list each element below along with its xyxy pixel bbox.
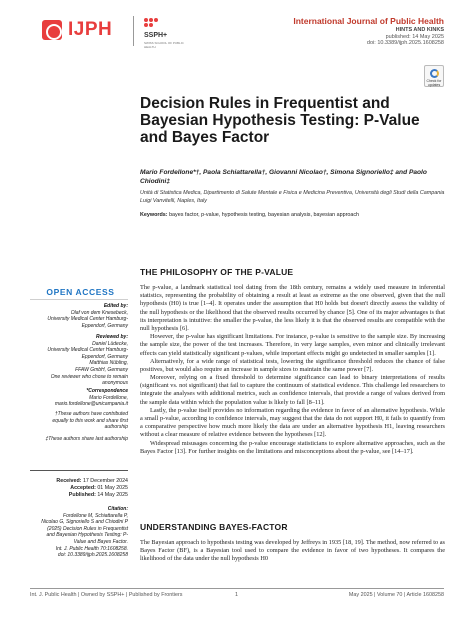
citation-line: Int. J. Public Health 70:1608258. [55,545,128,552]
note-line: authorship [104,424,128,431]
keywords-line [140,212,445,218]
paragraph: However, the p-value has significant limitations. For instance, p-value is sensitive to the sample size. By increasing the sample size, the power of the test increases. Therefore, in very large samples, even minor and clinically irrelevant effects can yield statistically significant p-values, while important effects might go undetected in smaller samples [1]. [140,333,445,357]
paragraph: Widespread misusages concerning the p-value encourage statisticians to explore alternative approaches, such as the Bayes Factor [13]. For further insights on the limitations and misconceptions about the p-value, see [14–17]. [140,439,445,455]
citation-block [41,506,128,559]
edited-by-block [47,303,128,329]
section-heading-p-value: THE PHILOSOPHY OF THE P-VALUE [140,267,294,277]
footer-page-number: 1 [235,592,238,598]
citation-line: Value and Bayes Factor. [73,538,128,545]
reviewer-line: One reviewer who chose to remain [50,373,128,380]
author-affiliation: Unità di Statistica Medica, Dipartimento di Salute Mentale e Fisica e Medicina Preventiva, Università degli Studi della Campania Luigi Vanvitelli, Naples, Italy [140,190,445,204]
ssph-logo-text: SSPH+ [144,32,168,39]
paragraph: Lastly, the p-value itself provides no information regarding the evidence in favor of an alternative hypothesis. While a small p-value, according to confidence intervals, may suggest that the data do not support H0, it fails to quantify from a comparative perspective how much more likely the data are under an alternative hypothesis H1, leaving researchers without a clear measure of relative evidence between the hypotheses [12]. [140,406,445,439]
paragraph: Moreover, relying on a fixed threshold to determine significance can lead to binary interpretations of results (significant vs. not significant) that fail to capture the continuum of statistical evidence. This challenge led researchers to integrate the analyses with additional metrics, such as confidence intervals, that provide a range of values derived from the sample data within which the population value is likely to fall [8–11]. [140,374,445,406]
article-title: Decision Rules in Frequentist and Bayesian Hypothesis Testing: P-Value and Bayes Factor [140,95,420,146]
correspondence-name: Mario Fordellone, [89,394,128,401]
check-updates-icon [430,69,439,78]
paragraph: The p-value, a landmark statistical tool dating from the 18th century, remains a widely used measure in inferential statistics, representing the probability of obtaining a result at least as extreme as the one observed, given that the null hypothesis (H0) is true [1–4]. It operates under the assumption that H0 holds but doesn't directly assess the validity of the null hypothesis or the likelihood that the observed results occurred by chance [5]. One of its major advantages is that its interpretation is intuitive: the smaller the p-value, the less likely it is that the observed results are compatible with the null hypothesis [6]. [140,284,445,332]
published-date: published: 14 May 2025 [385,33,444,40]
note-line: equally to this work and share first [52,417,128,424]
accepted-label: Accepted: [70,485,96,491]
last-authorship-note [45,436,128,443]
ssph-logo-icon [144,18,158,32]
citation-line: and Bayesian Hypothesis Testing: P- [46,532,128,539]
keywords-label: Keywords: [140,212,168,218]
reviewer-line: Eppendorf, Germany [81,353,128,360]
published-label: Published: [68,492,96,498]
reviewed-by-label: Reviewed by: [96,334,128,340]
journal-name[interactable]: International Journal of Public Health [293,16,444,26]
edited-by-label: Edited by: [103,303,128,309]
editor-line: Eppendorf, Germany [81,322,128,329]
reviewer-line: Daniel Lüdecke, [92,340,128,347]
correspondence-block [55,388,128,408]
citation-label: Citation: [107,506,128,512]
reviewer-line: Matthias Nübling, [89,360,128,367]
left-divider [30,299,128,300]
footer-issue: May 2025 | Volume 70 | Article 1608258 [348,592,444,598]
section-heading-bayes-factor: UNDERSTANDING BAYES-FACTOR [140,522,288,532]
header-divider [133,16,134,46]
citation-line[interactable]: doi: 10.3389/ijph.2025.1608258 [57,552,128,559]
ssph-logo-subtext: SWISS SCHOOL OF PUBLIC HEALTH [144,41,184,49]
paragraph: The Bayesian approach to hypothesis testing was developed by Jeffreys in 1935 [18, 19]. The method, now referred to as Bayes Factor (BF), is a Bayesian tool used to compare the evidence in favor of two hypotheses. It compares the likelihood of the data under the null hypothesis H0 [140,539,445,563]
correspondence-label: *Correspondence [86,388,128,394]
received-date: 17 December 2024 [82,478,128,484]
journal-info [293,16,444,46]
citation-line: Fordellone M, Schiattarella P, [63,512,128,519]
journal-header [0,0,474,62]
ijph-logo-icon [42,20,62,40]
article-category: HINTS AND KINKS [395,27,444,33]
editor-line: Olaf von dem Knesebeck, [70,309,128,316]
editor-line: University Medical Center Hamburg- [47,316,128,323]
published-value: 14 May 2025 [97,492,128,498]
open-access-label: OPEN ACCESS [46,287,115,297]
note-line: ‡These authors share last authorship [45,436,128,442]
reviewer-line: University Medical Center Hamburg- [47,347,128,354]
correspondence-email[interactable]: mario.fordellone@unicampania.it [54,401,128,408]
section-body-p-value [140,284,445,456]
ijph-logo-text: IJPH [68,19,113,40]
received-line [56,478,128,485]
citation-line: (2025) Decision Rules in Frequentist [47,525,128,532]
dates-divider [30,470,128,471]
article-doi[interactable]: doi: 10.3389/ijph.2025.1608258 [366,40,444,46]
citation-line: Nicolao G, Signoriello S and Chiodini P [41,519,128,526]
received-label: Received: [56,478,82,484]
reviewer-line: anonymous [102,380,128,387]
footer-rule [30,588,444,589]
footer-journal: Int. J. Public Health | Owned by SSPH+ | Published by Frontiers [30,592,183,598]
accepted-date: 01 May 2025 [97,485,128,491]
equal-contribution-note [52,411,128,431]
note-line: †These authors have contributed [54,411,128,417]
dates-block [56,478,128,499]
author-list: Mario Fordellone*†, Paola Schiattarella†, Giovanni Nicolao†, Simona Signoriello‡ and Paolo Chiodini‡ [140,169,427,185]
reviewer-line: FFAW GmbH, Germany [75,366,128,373]
reviewed-by-block [47,334,128,387]
section-body-bayes-factor [140,539,445,564]
accepted-line [56,485,128,492]
published-line [56,492,128,499]
check-for-updates-badge[interactable] [424,65,444,87]
keywords-value: bayes factor, p-value, hypothesis testing, bayesian analysis, bayesian approach [169,212,360,218]
check-updates-label: Check for updates [426,79,442,87]
paragraph: Alternatively, for a wide range of statistical tests, lowering the significance threshold reduces the chance of false positives, but would also require an increase in sample sizes to maintain the same power [7]. [140,357,445,373]
